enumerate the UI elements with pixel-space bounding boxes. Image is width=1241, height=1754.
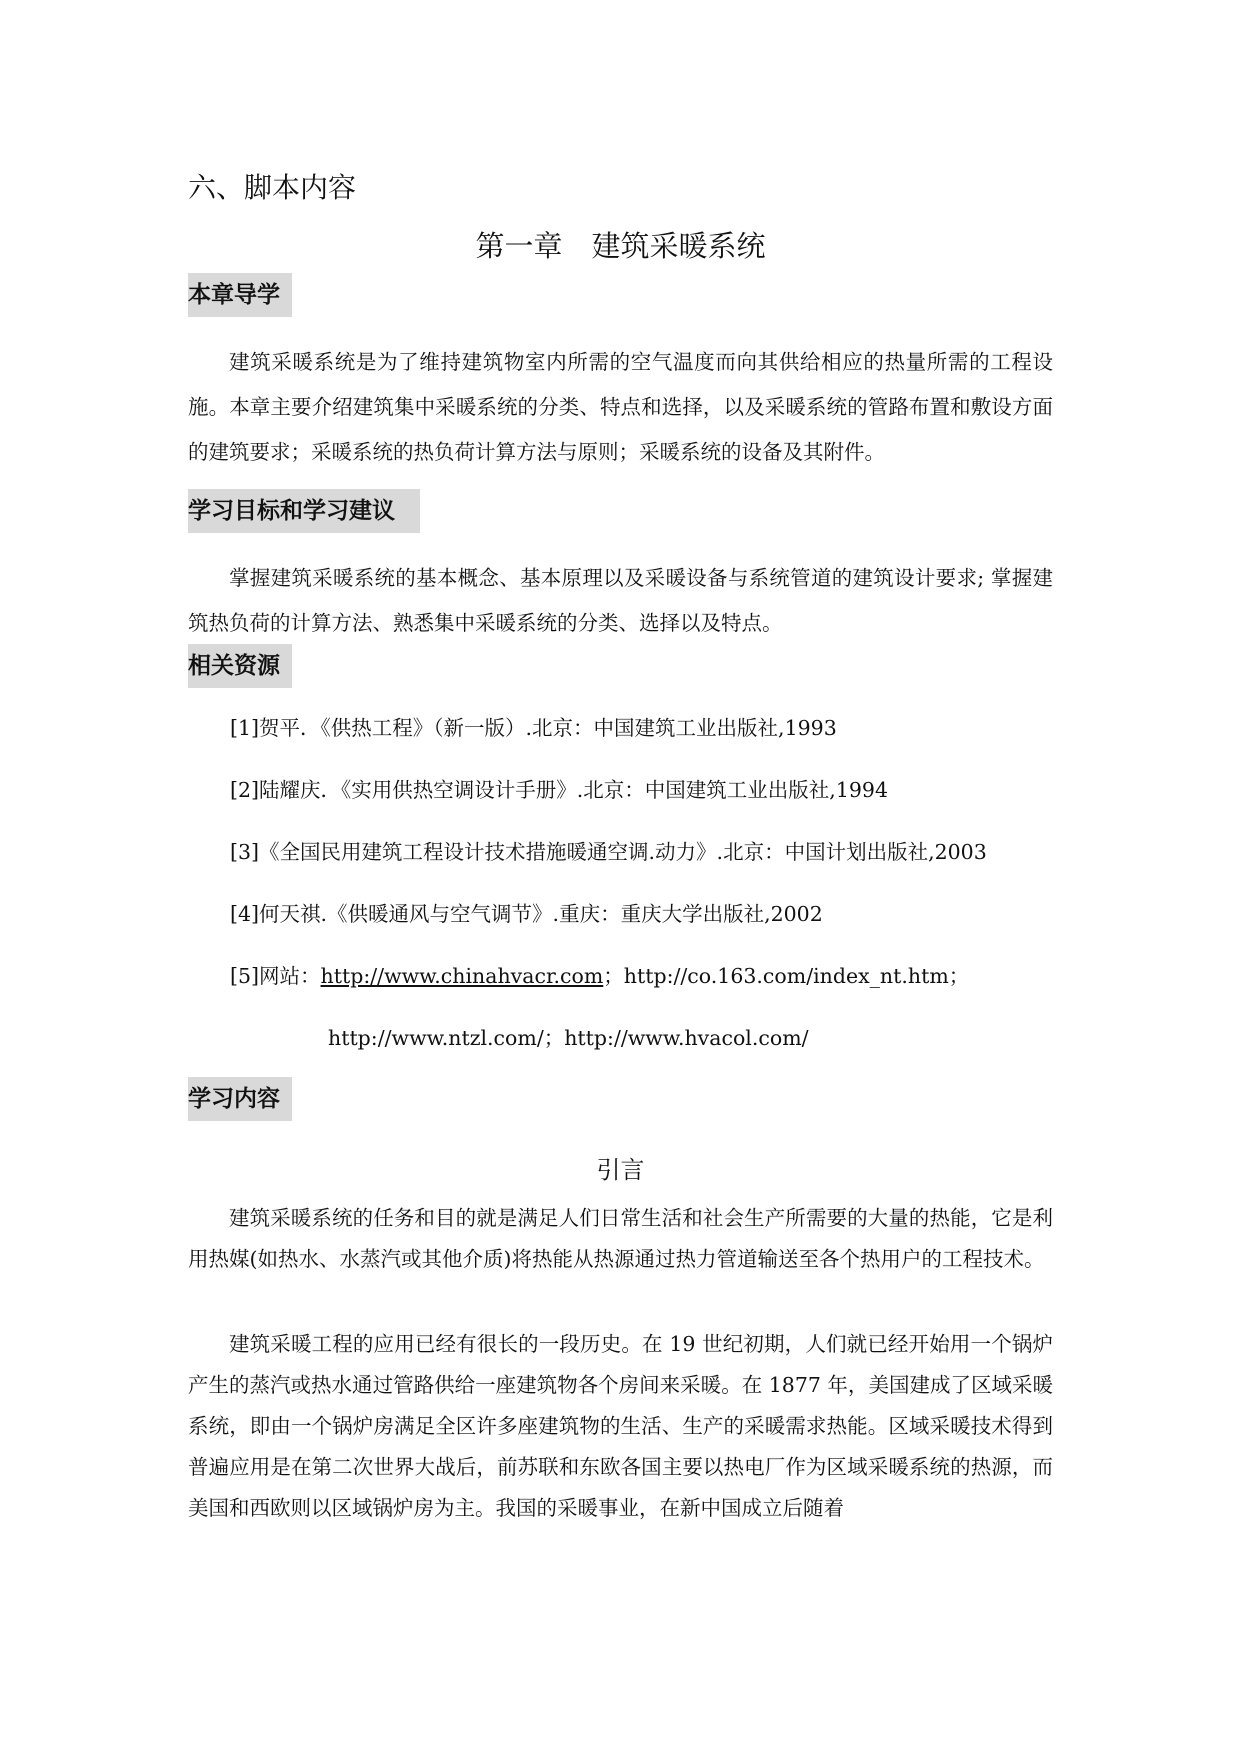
label-learning-goals: 学习目标和学习建议	[188, 489, 420, 533]
label-related-resources: 相关资源	[188, 644, 292, 688]
reference-item: [1]贺平．《供热工程》（新一版）.北京：中国建筑工业出版社,1993	[230, 716, 837, 740]
reference-item: [4]何天祺.《供暖通风与空气调节》.重庆：重庆大学出版社,2002	[230, 902, 823, 926]
intro-paragraph-2: 建筑采暖工程的应用已经有很长的一段历史。在 19 世纪初期，人们就已经开始用一个锅炉产生的蒸汽或热水通过管路供给一座建筑物各个房间来采暖。在 1877 年，美国建成了区域采暖系统，即由一个锅炉房满足全区许多座建筑物的生活、生产的采暖需求热能。区域采暖技术得到普遍应用是在第二次世界大战后，前苏联和东欧各国主要以热电厂作为区域采暖系统的热源，而美国和西欧则以区域锅炉房为主。我国的采暖事业，在新中国成立后随着	[188, 1332, 1053, 1520]
intro-paragraph-1: 建筑采暖系统的任务和目的就是满足人们日常生活和社会生产所需要的大量的热能，它是利用热媒(如热水、水蒸汽或其他介质)将热能从热源通过热力管道输送至各个热用户的工程技术。	[188, 1206, 1053, 1271]
chapter-guide-paragraph: 建筑采暖系统是为了维持建筑物室内所需的空气温度而向其供给相应的热量所需的工程设施。本章主要介绍建筑集中采暖系统的分类、特点和选择，以及采暖系统的管路布置和敷设方面的建筑要求；采暖系统的热负荷计算方法与原则；采暖系统的设备及其附件。	[188, 350, 1053, 464]
intro-title: 引言	[596, 1156, 645, 1184]
label-chapter-guide: 本章导学	[188, 273, 292, 317]
reference-item-websites	[230, 961, 969, 991]
chapter-title	[0, 226, 1241, 266]
learning-goals-paragraph: 掌握建筑采暖系统的基本概念、基本原理以及采暖设备与系统管道的建筑设计要求; 掌握建筑热负荷的计算方法、熟悉集中采暖系统的分类、选择以及特点。	[188, 566, 1053, 635]
reference-websites-line2[interactable]: http://www.ntzl.com/；http://www.hvacol.com/	[328, 1026, 809, 1050]
ref5-prefix: [5]网站：	[230, 964, 321, 988]
co163-link[interactable]: http://co.163.com/index_nt.htm	[623, 964, 949, 988]
ref5-separator: ；	[603, 964, 624, 988]
chapter-title-text: 第一章 建筑采暖系统	[475, 229, 766, 263]
section-heading: 六、脚本内容	[188, 171, 357, 204]
label-learning-content: 学习内容	[188, 1077, 292, 1121]
chinahvacr-link[interactable]: http://www.chinahvacr.com	[320, 964, 604, 988]
ref5-separator: ；	[948, 964, 970, 988]
reference-item: [3]《全国民用建筑工程设计技术措施暖通空调.动力》.北京：中国计划出版社,2003	[230, 840, 987, 864]
reference-item: [2]陆耀庆．《实用供热空调设计手册》.北京：中国建筑工业出版社,1994	[230, 778, 888, 802]
